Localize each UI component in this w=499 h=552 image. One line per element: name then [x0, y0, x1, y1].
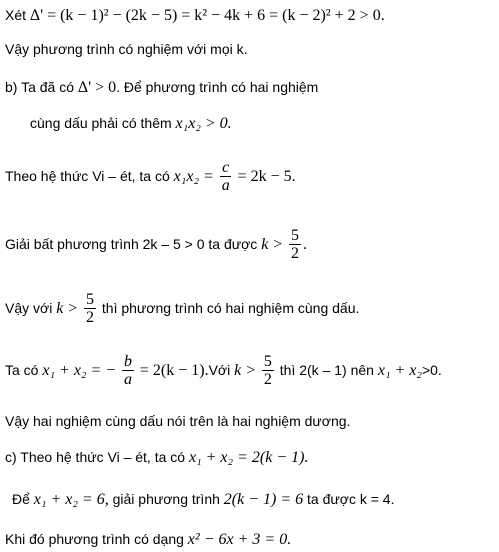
text: Theo hệ thức Vi – ét, ta có	[5, 168, 170, 185]
text: b) Ta đã có	[5, 79, 75, 95]
line-discriminant	[5, 6, 385, 25]
denominator: a	[221, 177, 230, 194]
denominator: 2	[263, 371, 272, 388]
math-sum: x₁ + x₂	[377, 362, 422, 380]
math-product: x₁x₂ > 0.	[175, 115, 232, 132]
line-final-equation	[5, 530, 291, 549]
text: Ta có	[5, 362, 39, 379]
text: Vậy với	[5, 300, 53, 317]
text: Vậy phương trình có nghiệm với mọi k.	[5, 41, 248, 57]
math-lhs: k >	[56, 300, 79, 318]
denominator: a	[123, 371, 132, 388]
denominator: 2	[86, 309, 94, 326]
fraction-b-over-a	[122, 354, 134, 389]
fraction-five-halves	[289, 228, 301, 263]
text: c) Theo hệ thức Vi – ét, ta có	[5, 449, 186, 465]
numerator: 5	[86, 291, 94, 308]
math-lhs: x₁ + x₂ = −	[42, 362, 117, 380]
line-inequality	[5, 228, 307, 263]
text: giải phương trình	[112, 491, 220, 507]
math-rhs: = 2(k − 1).	[139, 362, 209, 380]
math-sum: x₁ + x₂ = 2(k − 1).	[188, 449, 309, 466]
line-vieta-product	[5, 160, 296, 195]
period: .	[303, 236, 307, 254]
line-conclusion-a	[5, 40, 248, 58]
math-delta: Δ' > 0	[77, 79, 117, 96]
line-vieta-sum	[5, 354, 442, 389]
text: Để	[12, 491, 30, 507]
text: thì phương trình có hai nghiệm cùng dấu.	[101, 300, 360, 317]
text: Giải bất phương trình 2k – 5 > 0 ta được	[5, 236, 258, 253]
text: Với	[208, 362, 231, 379]
math-discriminant: Δ' = (k − 1)² − (2k − 5) = k² − 4k + 6 = (k − 2)² + 2 > 0.	[29, 7, 385, 24]
text: . Để phương trình có hai nghiệm	[116, 79, 319, 95]
math-equation: 2(k − 1) = 6	[223, 491, 304, 508]
numerator: 5	[263, 353, 272, 370]
line-solve-k	[12, 490, 394, 509]
text: cùng dấu phải có thêm	[30, 115, 172, 131]
text: thì 2(k – 1) nên	[279, 362, 374, 379]
line-positive-roots	[5, 412, 350, 430]
text: ta được k = 4.	[307, 491, 395, 507]
math-rhs: = 2k − 5.	[237, 168, 296, 186]
text: Xét	[5, 7, 27, 23]
line-same-sign-conclusion	[5, 292, 359, 327]
line-part-c	[5, 448, 308, 467]
fraction-c-over-a	[220, 160, 232, 195]
text: Vậy hai nghiệm cùng dấu nói trên là hai nghiệm dương.	[5, 413, 351, 429]
math-sum-six: x₁ + x₂ = 6,	[33, 491, 109, 508]
text: >0.	[421, 362, 442, 379]
fraction-five-halves	[84, 292, 96, 327]
numerator: 5	[291, 227, 299, 244]
line-same-sign	[30, 114, 232, 133]
math-lhs: x₁x₂ =	[173, 168, 214, 186]
numerator: b	[123, 353, 132, 370]
line-part-b	[5, 78, 318, 97]
fraction-five-halves	[262, 354, 274, 389]
text: Khi đó phương trình có dạng	[5, 531, 184, 547]
math-lhs: k >	[261, 236, 284, 254]
denominator: 2	[291, 245, 299, 262]
math-k: k >	[234, 362, 256, 380]
numerator: c	[222, 159, 230, 176]
math-quadratic: x² − 6x + 3 = 0.	[187, 531, 292, 548]
